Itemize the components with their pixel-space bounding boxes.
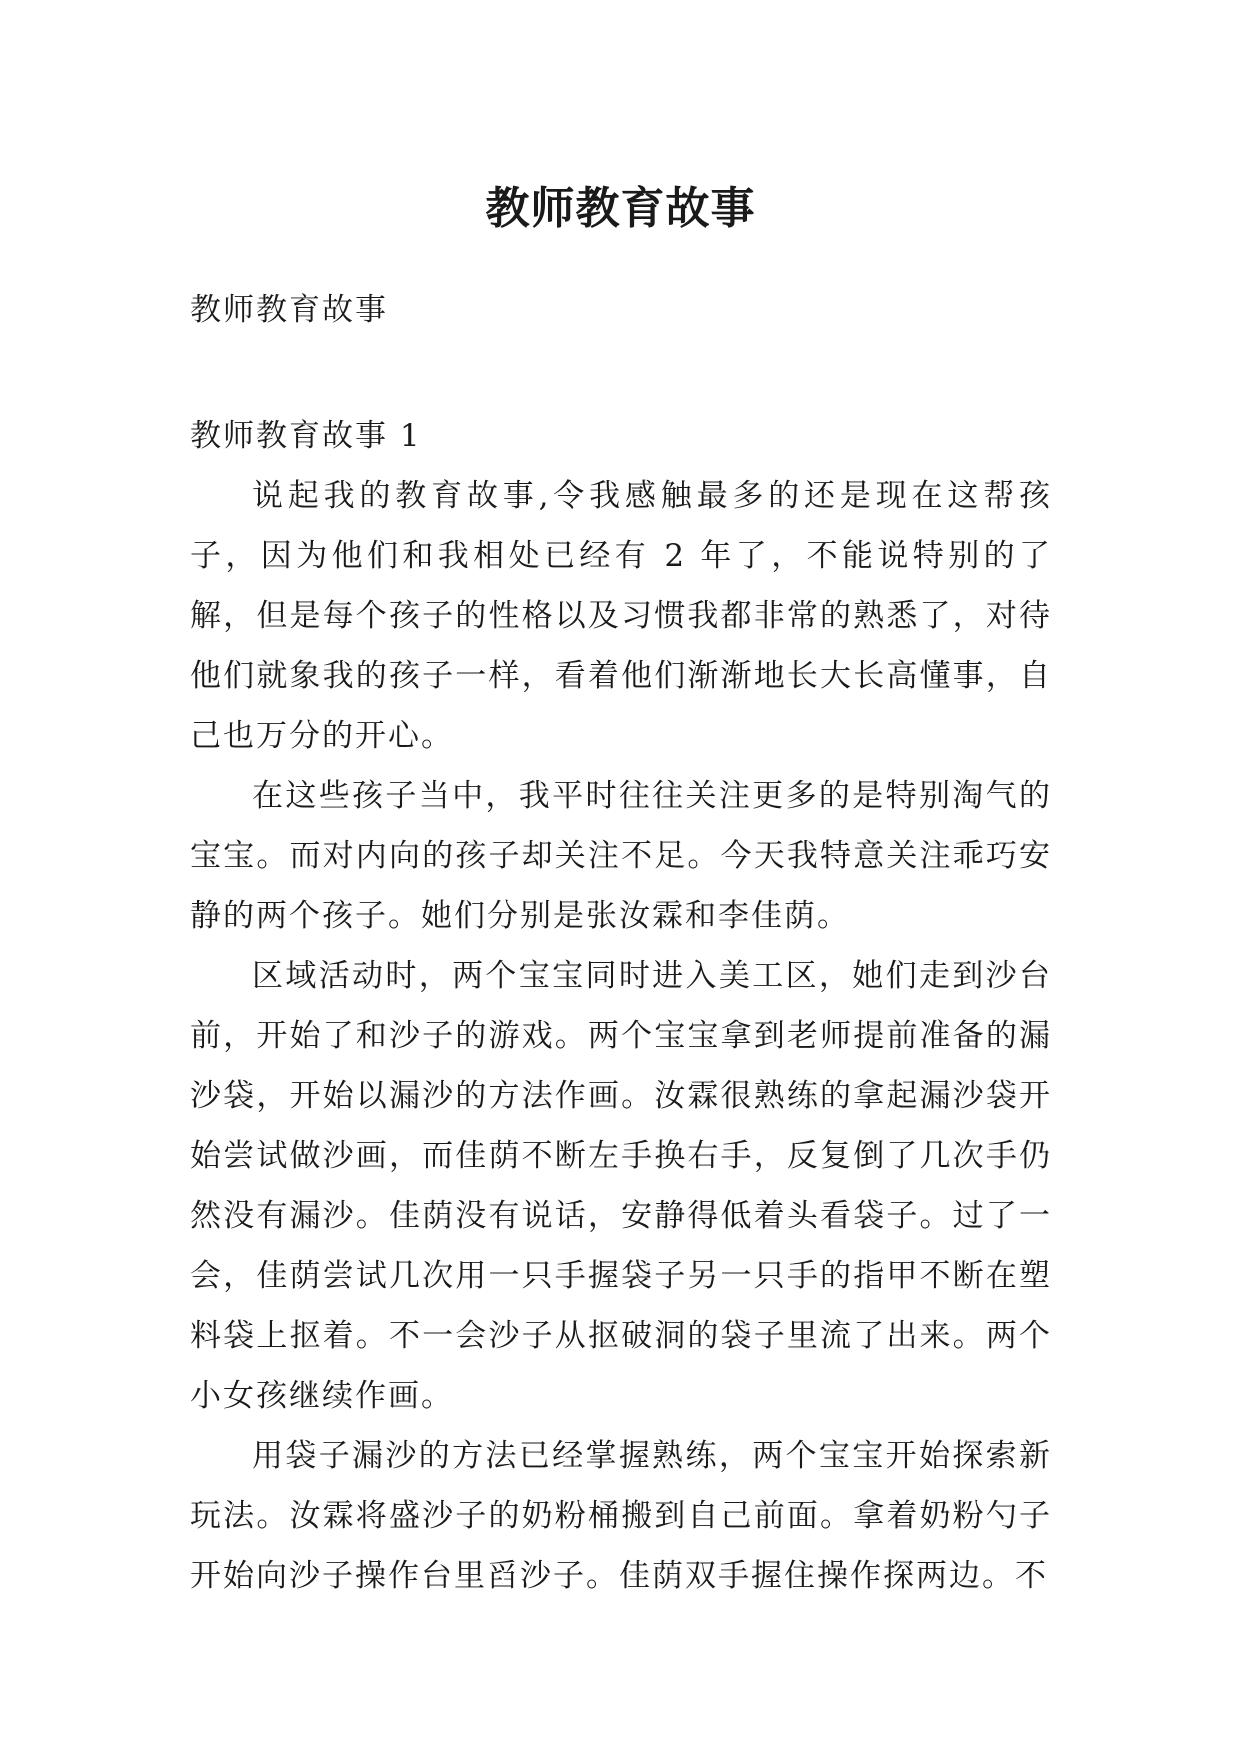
paragraph: 在这些孩子当中，我平时往往关注更多的是特别淘气的宝宝。而对内向的孩子却关注不足。今天我特意关注乖巧安静的两个孩子。她们分别是张汝霖和李佳荫。 xyxy=(190,778,1052,934)
paragraph: 用袋子漏沙的方法已经掌握熟练，两个宝宝开始探索新玩法。汝霖将盛沙子的奶粉桶搬到自己前面。拿着奶粉勺子开始向沙子操作台里舀沙子。佳荫双手握住操作探两边。不 xyxy=(190,1438,1052,1594)
document-title: 教师教育故事 xyxy=(485,183,756,235)
paragraph: 说起我的教育故事,令我感触最多的还是现在这帮孩子，因为他们和我相处已经有 2 年了，不能说特别的了解，但是每个孩子的性格以及习惯我都非常的熟悉了，对待他们就象我的孩子一样，看着他们渐渐地长大长高懂事，自己也万分的开心。 xyxy=(190,478,1052,754)
paragraph: 区域活动时，两个宝宝同时进入美工区，她们走到沙台前，开始了和沙子的游戏。两个宝宝拿到老师提前准备的漏沙袋，开始以漏沙的方法作画。汝霖很熟练的拿起漏沙袋开始尝试做沙画，而佳荫不断左手换右手，反复倒了几次手仍然没有漏沙。佳荫没有说话，安静得低着头看袋子。过了一会，佳荫尝试几次用一只手握袋子另一只手的指甲不断在塑料袋上抠着。不一会沙子从抠破洞的袋子里流了出来。两个小女孩继续作画。 xyxy=(190,958,1052,1414)
section-heading: 教师教育故事 1 xyxy=(190,418,422,454)
document-body xyxy=(190,406,1052,1606)
document-subtitle: 教师教育故事 xyxy=(190,292,388,328)
